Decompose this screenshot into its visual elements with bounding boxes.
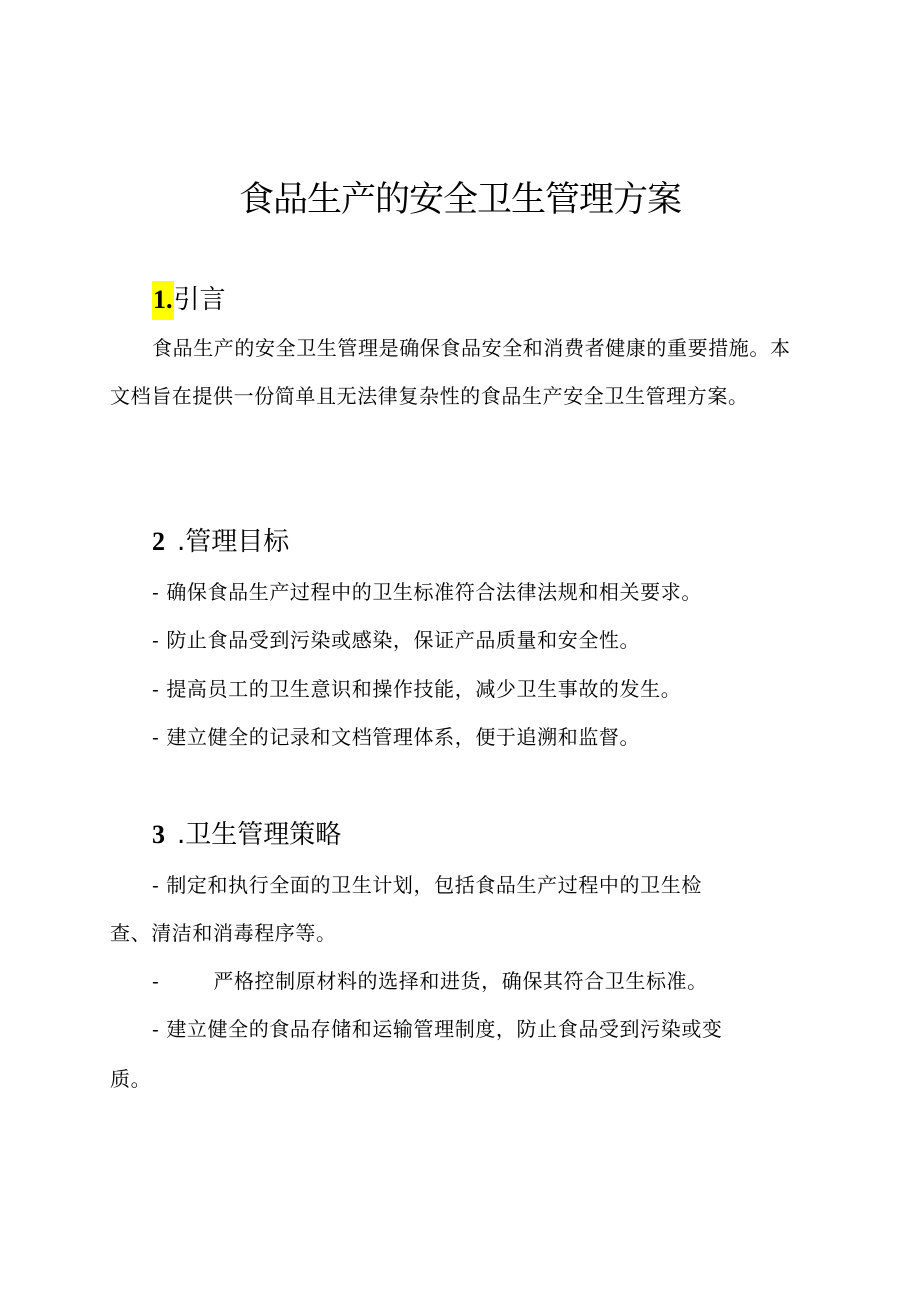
section-2-number: 2 — [152, 527, 165, 556]
section-1-paragraph: 食品生产的安全卫生管理是确保食品安全和消费者健康的重要措施。本文档旨在提供一份简单且无法律复杂性的食品生产安全卫生管理方案。 — [110, 336, 791, 408]
section-1-heading — [152, 282, 226, 318]
section-1-title: 引言 — [173, 285, 226, 315]
document-title: 食品生产的安全卫生管理方案 — [238, 180, 681, 220]
list-item-line-1: - 制定和执行全面的卫生计划，包括食品生产过程中的卫生检 — [152, 873, 702, 897]
section-3-number: 3 — [152, 820, 165, 849]
list-item: - 确保食品生产过程中的卫生标准符合法律法规和相关要求。 — [152, 580, 702, 604]
section-3-title: .卫生管理策略 — [177, 820, 342, 850]
list-item-line-2: 查、清洁和消毒程序等。 — [110, 921, 337, 945]
list-item: - 防止食品受到污染或感染，保证产品质量和安全性。 — [152, 628, 641, 652]
list-dash: - — [152, 969, 160, 993]
list-item — [152, 966, 708, 996]
section-1-number: 1. — [152, 281, 174, 320]
list-item-text: 严格控制原材料的选择和进货，确保其符合卫生标准。 — [213, 969, 708, 993]
section-3-heading — [152, 817, 341, 853]
list-item: - 建立健全的记录和文档管理体系，便于追溯和监督。 — [152, 725, 641, 749]
list-item: - 提高员工的卫生意识和操作技能，减少卫生事故的发生。 — [152, 677, 682, 701]
list-item-line-1: - 建立健全的食品存储和运输管理制度，防止食品受到污染或变 — [152, 1017, 723, 1041]
section-2-heading — [152, 524, 289, 560]
section-2-title: .管理目标 — [177, 527, 290, 557]
list-item-line-2: 质。 — [110, 1067, 152, 1091]
